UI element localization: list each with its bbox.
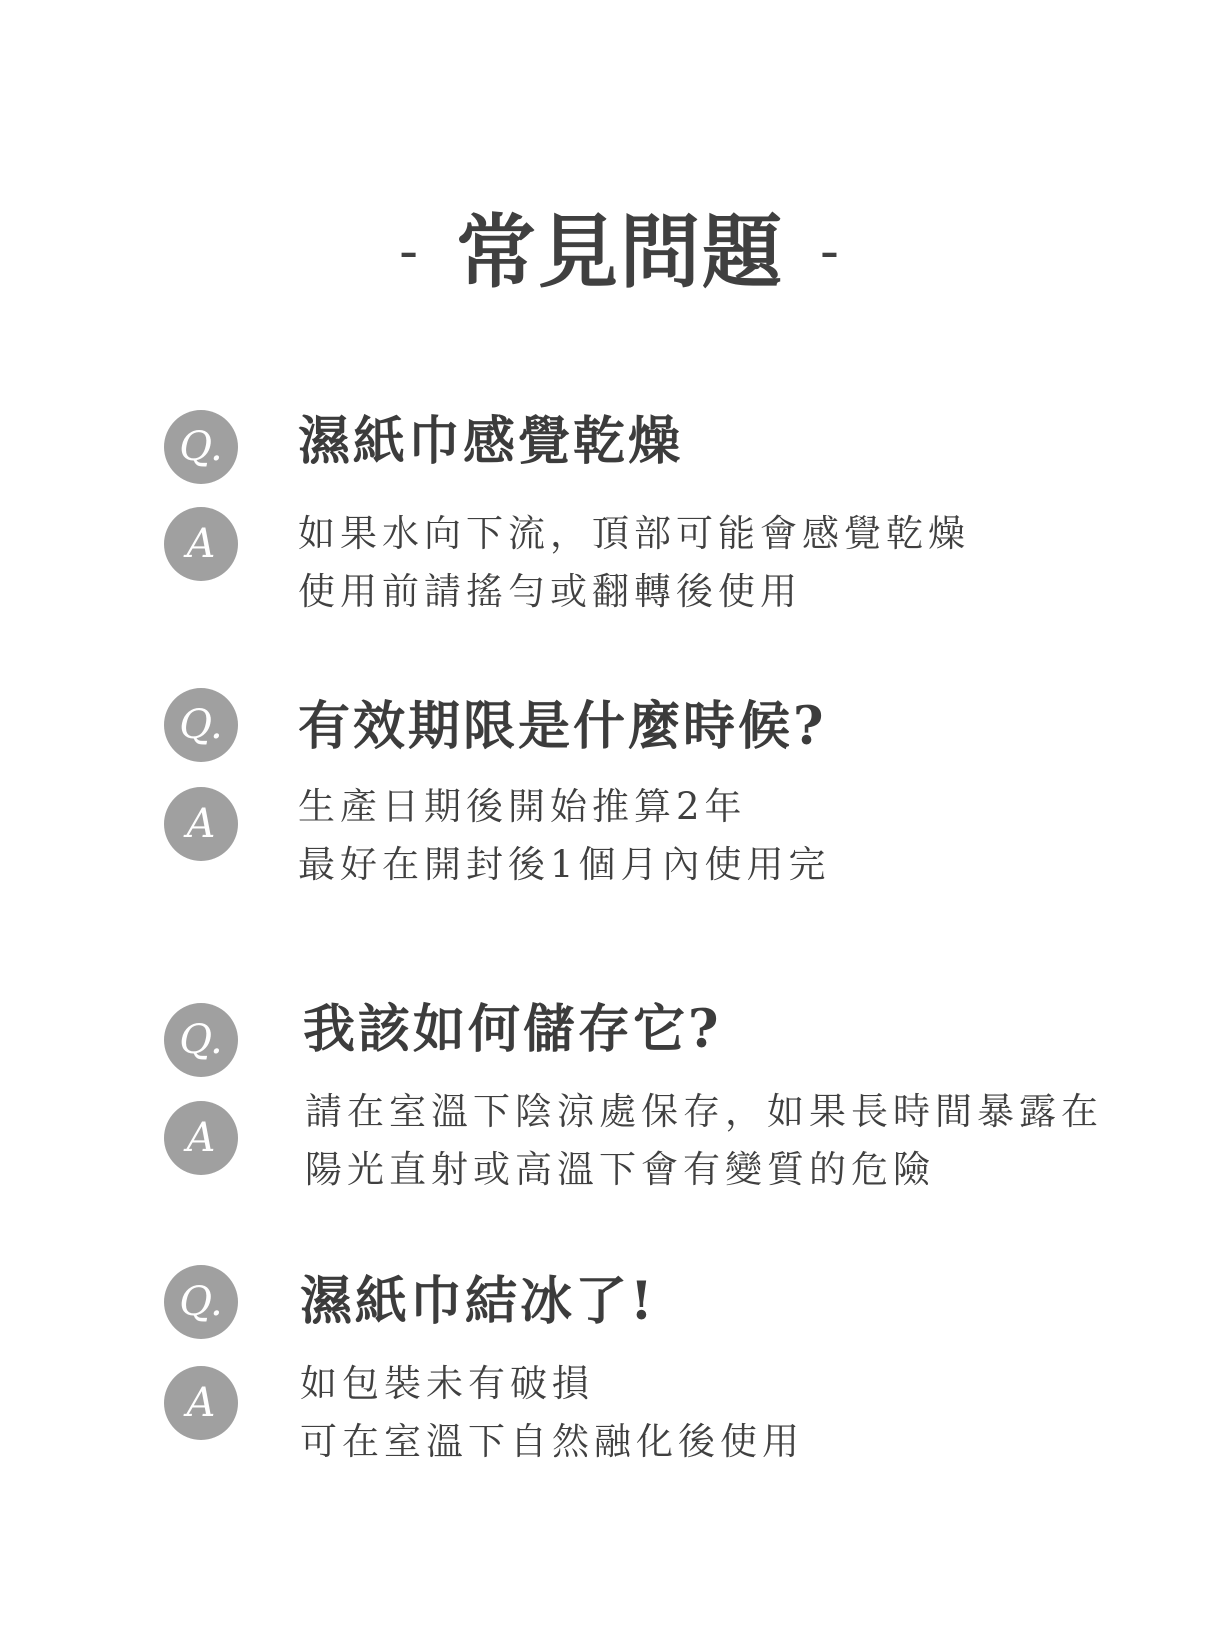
answer-text [300, 1355, 804, 1471]
question-text: 濕紙巾感覺乾燥 [298, 411, 684, 472]
answer-line: 最好在開封後1個月內使用完 [298, 843, 831, 886]
page-title [0, 188, 1220, 303]
answer-line: 如包裝未有破損 [300, 1362, 594, 1405]
answer-badge-icon: A [164, 507, 238, 581]
answer-line: 請在室溫下陰涼處保存，如果長時間暴露在 [305, 1090, 1103, 1133]
question-badge-icon: Q. [164, 688, 238, 762]
answer-text [305, 1083, 1103, 1199]
question-badge-icon: Q. [164, 1265, 238, 1339]
answer-text [298, 505, 970, 621]
answer-line: 生產日期後開始推算2年 [298, 785, 747, 828]
answer-badge-icon: A [164, 1366, 238, 1440]
title-dash-left: - [399, 219, 420, 284]
question-text: 有效期限是什麼時候? [298, 696, 827, 757]
answer-badge-icon: A [164, 787, 238, 861]
answer-text [298, 778, 831, 894]
answer-line: 陽光直射或高溫下會有變質的危險 [305, 1148, 935, 1191]
question-badge-icon: Q. [164, 410, 238, 484]
answer-line: 如果水向下流，頂部可能會感覺乾燥 [298, 512, 970, 555]
question-text: 我該如何儲存它? [303, 999, 722, 1060]
answer-line: 可在室溫下自然融化後使用 [300, 1420, 804, 1463]
title-text: 常見問題 [456, 205, 784, 299]
title-dash-right: - [820, 219, 841, 284]
answer-badge-icon: A [164, 1101, 238, 1175]
answer-line: 使用前請搖勻或翻轉後使用 [298, 570, 802, 613]
question-badge-icon: Q. [164, 1003, 238, 1077]
question-text: 濕紙巾結冰了! [300, 1271, 656, 1332]
